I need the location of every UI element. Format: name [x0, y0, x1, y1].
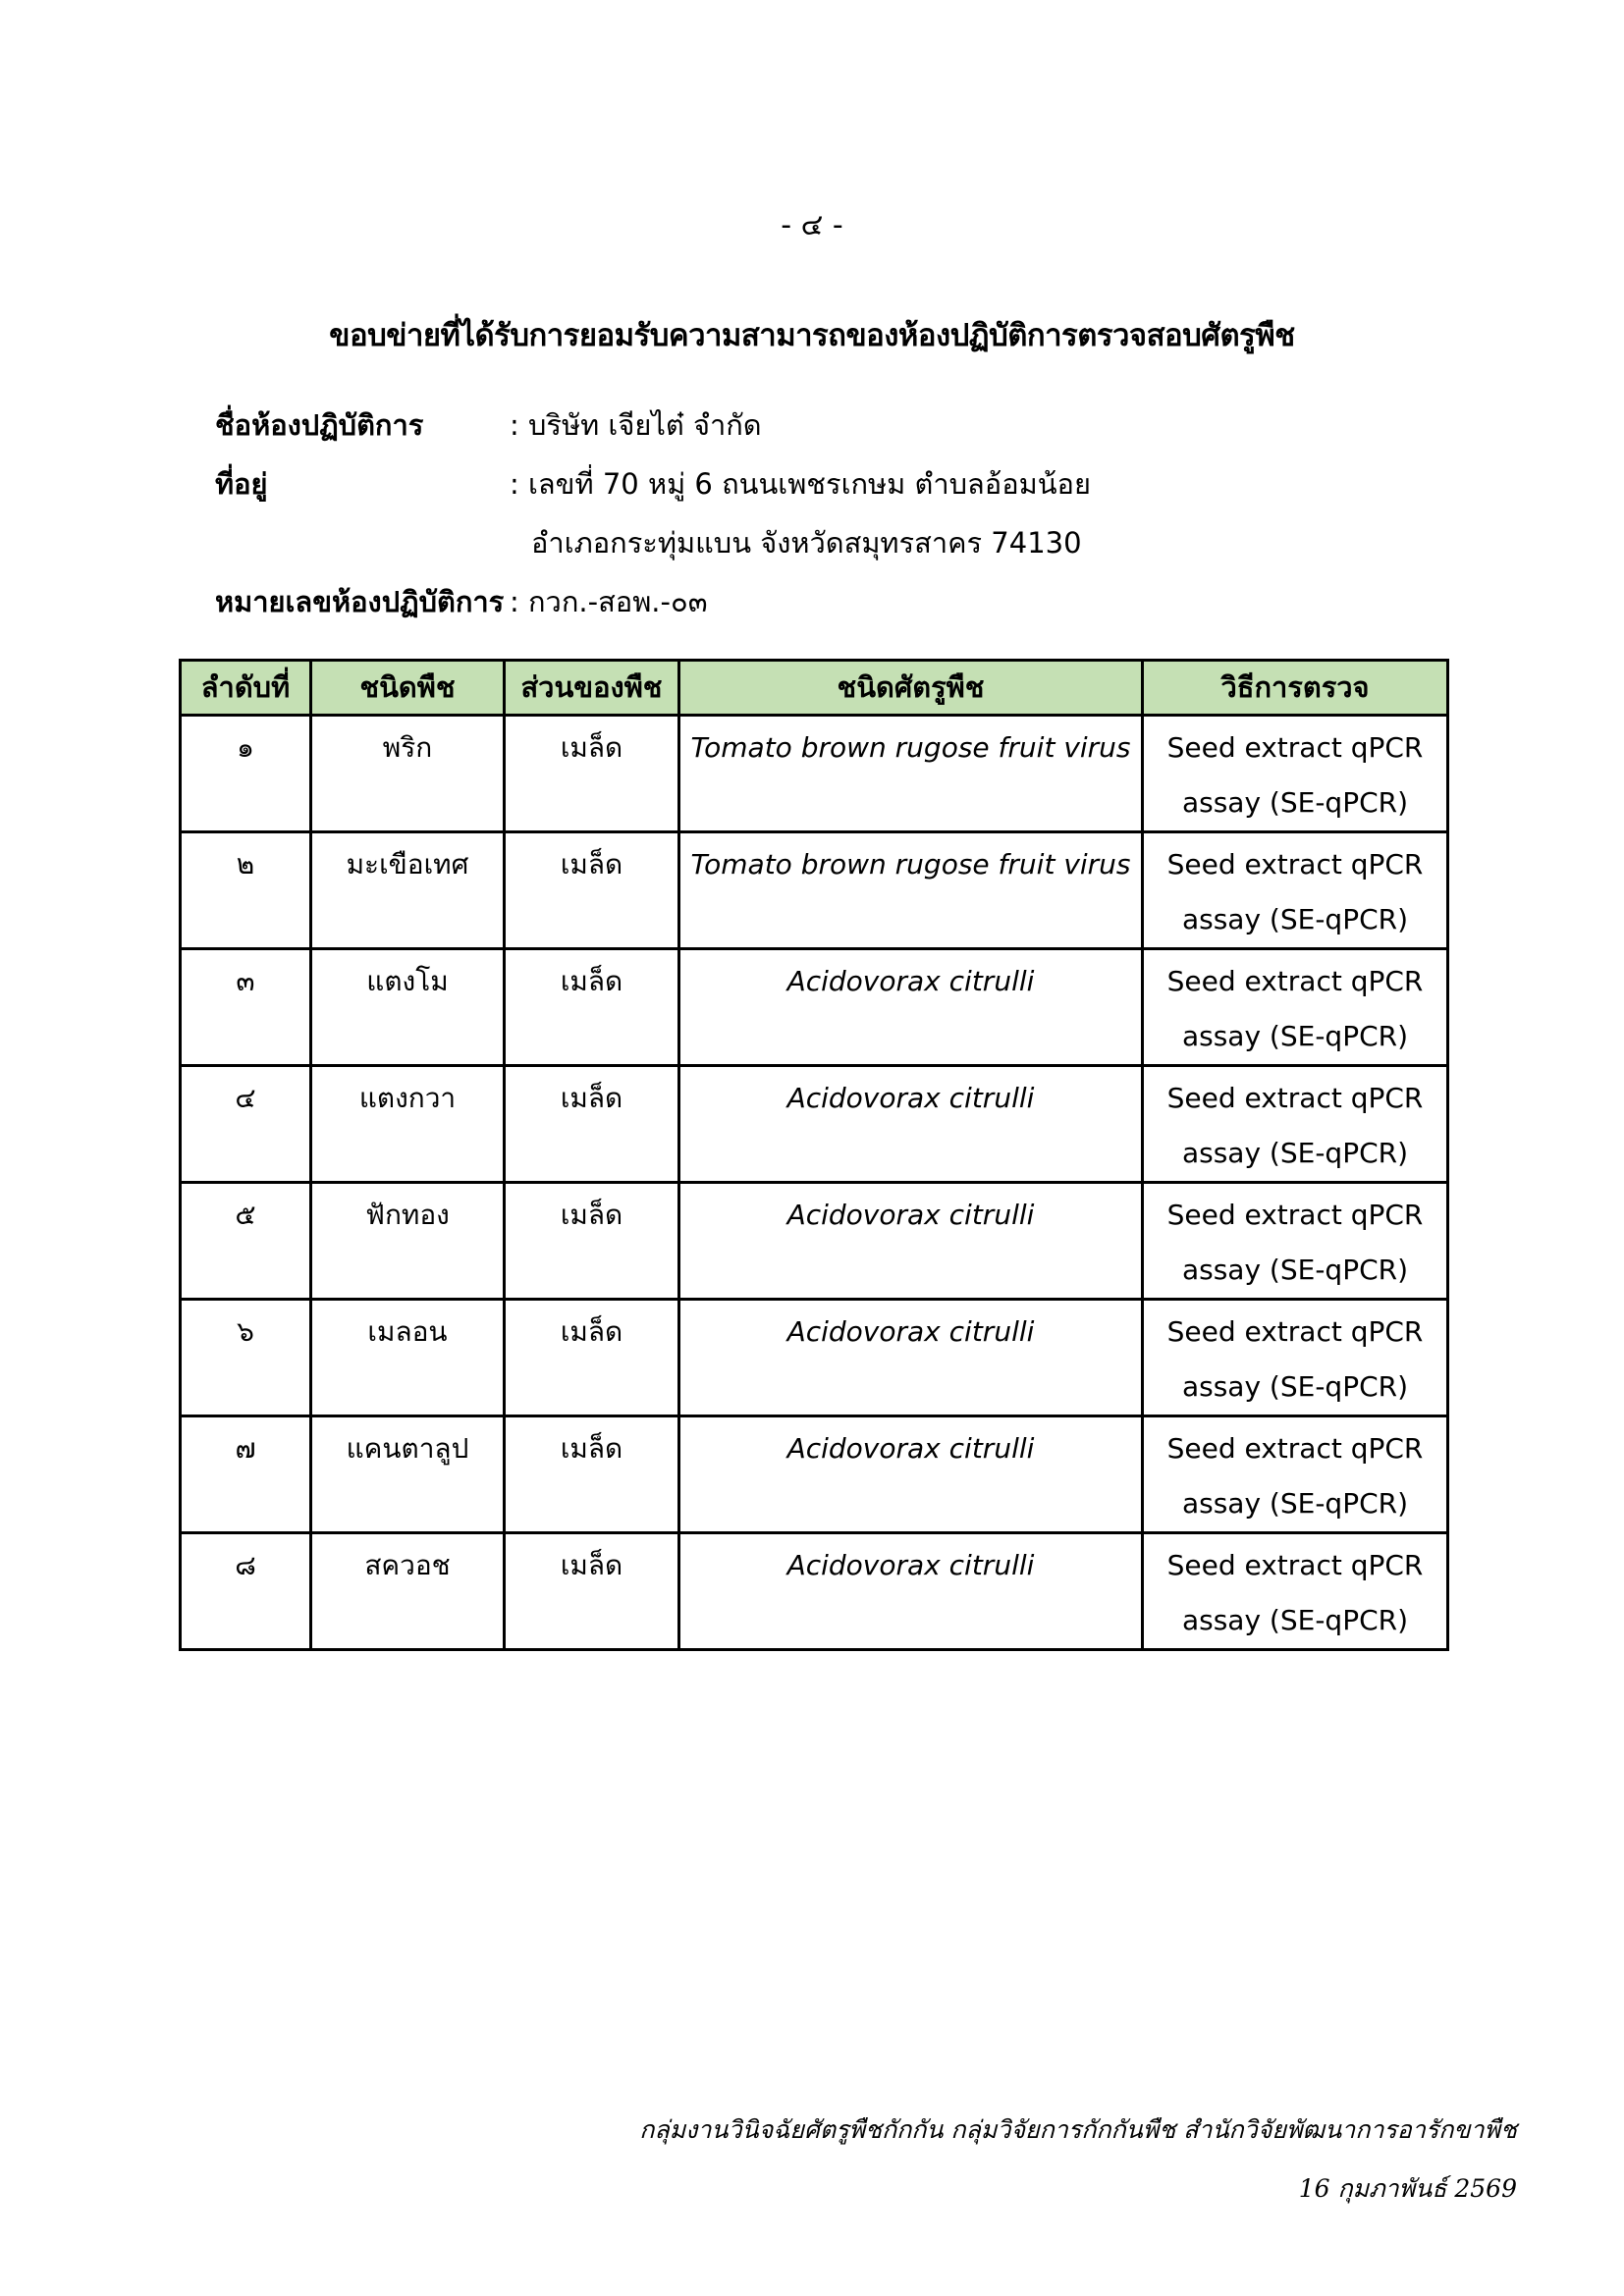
address-row-2	[215, 518, 1491, 577]
header-no: ลำดับที่	[181, 661, 311, 716]
header-plant: ชนิดพืช	[311, 661, 505, 716]
method-line-1: Seed extract qPCR	[1166, 965, 1424, 997]
cell-plant: แตงกวา	[311, 1066, 505, 1183]
method-line-2: assay (SE-qPCR)	[1181, 786, 1409, 819]
address-line2: อำเภอกระทุ่มแบน จังหวัดสมุทรสาคร 74130	[531, 526, 1082, 560]
method-line-2: assay (SE-qPCR)	[1181, 903, 1409, 935]
cell-method	[1143, 1300, 1448, 1416]
cell-no: ๘	[181, 1533, 311, 1650]
cell-part: เมล็ด	[505, 1183, 679, 1300]
address-line1: : เลขที่ 70 หมู่ 6 ถนนเพชรเกษม ตำบลอ้อมน้อย	[510, 467, 1091, 501]
cell-plant: สควอช	[311, 1533, 505, 1650]
cell-part: เมล็ด	[505, 1066, 679, 1183]
cell-no: ๓	[181, 949, 311, 1066]
cell-plant: พริก	[311, 716, 505, 832]
method-line-2: assay (SE-qPCR)	[1181, 1020, 1409, 1052]
table-header-row	[181, 661, 1448, 716]
cell-no: ๑	[181, 716, 311, 832]
method-line-2: assay (SE-qPCR)	[1181, 1370, 1409, 1403]
table-row	[181, 1533, 1448, 1650]
cell-method	[1143, 949, 1448, 1066]
cell-plant: แคนตาลูป	[311, 1416, 505, 1533]
method-line-2: assay (SE-qPCR)	[1181, 1137, 1409, 1169]
address-label: ที่อยู่	[215, 467, 268, 501]
method-line-1: Seed extract qPCR	[1166, 1082, 1424, 1114]
address-row	[215, 459, 1491, 518]
method-line-1: Seed extract qPCR	[1166, 1315, 1424, 1348]
cell-part: เมล็ด	[505, 1300, 679, 1416]
cell-part: เมล็ด	[505, 832, 679, 949]
cell-pest: Acidovorax citrulli	[679, 949, 1143, 1066]
method-line-1: Seed extract qPCR	[1166, 848, 1424, 881]
method-line-2: assay (SE-qPCR)	[1181, 1254, 1409, 1286]
cell-no: ๖	[181, 1300, 311, 1416]
table-row	[181, 716, 1448, 832]
cell-pest: Tomato brown rugose fruit virus	[679, 716, 1143, 832]
cell-method	[1143, 1066, 1448, 1183]
cell-pest: Acidovorax citrulli	[679, 1183, 1143, 1300]
header-part: ส่วนของพืช	[505, 661, 679, 716]
cell-pest: Acidovorax citrulli	[679, 1533, 1143, 1650]
table-row	[181, 1066, 1448, 1183]
table-row	[181, 1183, 1448, 1300]
method-line-2: assay (SE-qPCR)	[1181, 1487, 1409, 1520]
lab-name-label: ชื่อห้องปฏิบัติการ	[215, 408, 424, 442]
method-line-2: assay (SE-qPCR)	[1181, 1604, 1409, 1636]
cell-pest: Acidovorax citrulli	[679, 1300, 1143, 1416]
cell-method	[1143, 716, 1448, 832]
cell-method	[1143, 832, 1448, 949]
table-row	[181, 832, 1448, 949]
lab-number-value: : กวก.-สอพ.-๐๓	[510, 585, 708, 618]
cell-no: ๗	[181, 1416, 311, 1533]
method-line-1: Seed extract qPCR	[1166, 731, 1424, 764]
cell-method	[1143, 1533, 1448, 1650]
lab-name-row	[215, 400, 1491, 459]
footer	[639, 2101, 1517, 2218]
method-line-1: Seed extract qPCR	[1166, 1432, 1424, 1465]
cell-no: ๔	[181, 1066, 311, 1183]
cell-part: เมล็ด	[505, 716, 679, 832]
cell-no: ๕	[181, 1183, 311, 1300]
lab-number-label: หมายเลขห้องปฏิบัติการ	[215, 585, 505, 618]
page-number: - ๔ -	[781, 208, 843, 242]
cell-pest: Acidovorax citrulli	[679, 1416, 1143, 1533]
cell-pest: Tomato brown rugose fruit virus	[679, 832, 1143, 949]
cell-method	[1143, 1416, 1448, 1533]
cell-part: เมล็ด	[505, 1533, 679, 1650]
header-pest: ชนิดศัตรูพืช	[679, 661, 1143, 716]
table-row	[181, 1416, 1448, 1533]
page-title: ขอบข่ายที่ได้รับการยอมรับความสามารถของห้องปฏิบัติการตรวจสอบศัตรูพืช	[329, 318, 1295, 353]
header-method: วิธีการตรวจ	[1143, 661, 1448, 716]
cell-pest: Acidovorax citrulli	[679, 1066, 1143, 1183]
cell-plant: มะเขือเทศ	[311, 832, 505, 949]
cell-plant: เมลอน	[311, 1300, 505, 1416]
lab-number-row	[215, 577, 1491, 636]
table-row	[181, 949, 1448, 1066]
cell-method	[1143, 1183, 1448, 1300]
table-row	[181, 1300, 1448, 1416]
cell-plant: ฟักทอง	[311, 1183, 505, 1300]
method-line-1: Seed extract qPCR	[1166, 1199, 1424, 1231]
cell-plant: แตงโม	[311, 949, 505, 1066]
method-line-1: Seed extract qPCR	[1166, 1549, 1424, 1581]
footer-organization: กลุ่มงานวินิจฉัยศัตรูพืชกักกัน กลุ่มวิจัยการกักกันพืช สำนักวิจัยพัฒนาการอารักขาพืช	[639, 2115, 1517, 2144]
lab-info	[215, 400, 1491, 636]
footer-date: 16 กุมภาพันธ์ 2569	[1298, 2174, 1517, 2203]
cell-part: เมล็ด	[505, 1416, 679, 1533]
cell-part: เมล็ด	[505, 949, 679, 1066]
lab-name-value: : บริษัท เจียไต๋ จำกัด	[510, 408, 762, 442]
scope-table	[179, 659, 1449, 1651]
cell-no: ๒	[181, 832, 311, 949]
